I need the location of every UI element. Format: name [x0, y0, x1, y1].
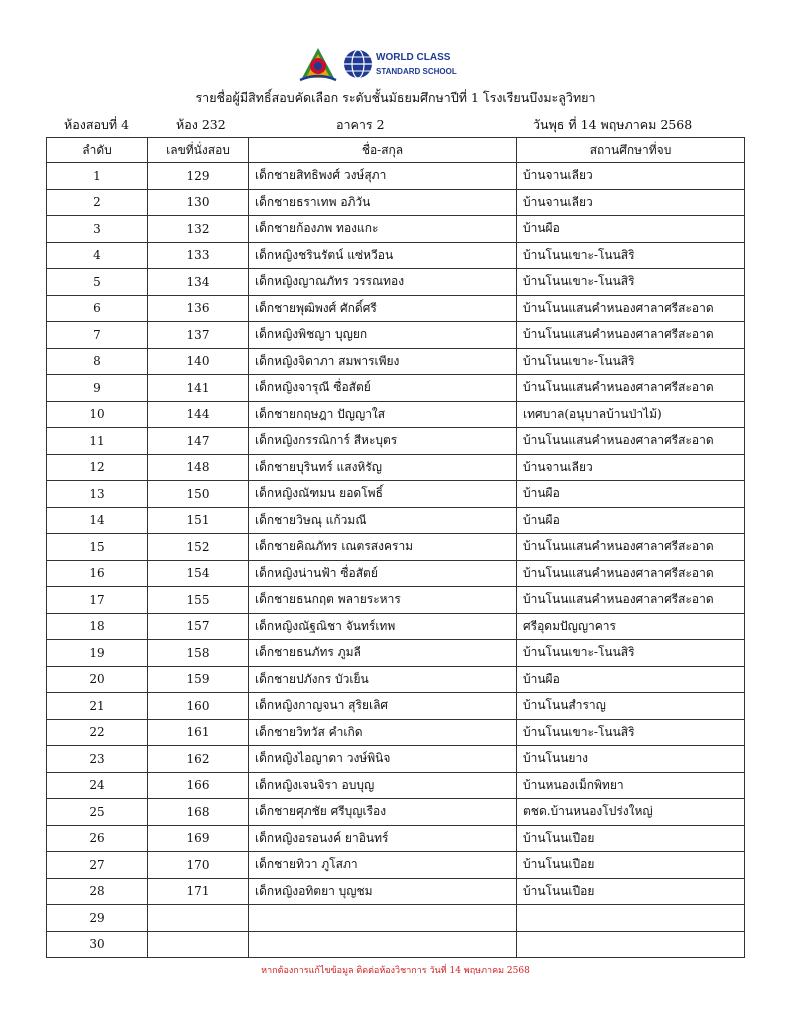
cell-no: 18: [47, 613, 148, 640]
table-row: [47, 269, 745, 296]
school-logos: [296, 44, 486, 84]
table-row: [47, 507, 745, 534]
cell-school: [517, 905, 745, 932]
cell-name: เด็กชายกฤษฎา ปัญญาใส: [249, 401, 517, 428]
cell-no: 21: [47, 693, 148, 720]
cell-no: 20: [47, 666, 148, 693]
room-label: ห้อง 232: [176, 117, 226, 132]
cell-school: ตชด.บ้านหนองโปร่งใหญ่: [517, 799, 745, 826]
cell-seat: 169: [148, 825, 249, 852]
table-row: [47, 799, 745, 826]
cell-school: ศรีอุดมปัญญาคาร: [517, 613, 745, 640]
cell-seat: 136: [148, 295, 249, 322]
cell-no: 29: [47, 905, 148, 932]
column-header-name: ชื่อ-สกุล: [249, 138, 517, 163]
cell-seat: [148, 931, 249, 958]
table-row: [47, 534, 745, 561]
cell-school: [517, 931, 745, 958]
cell-name: เด็กชายคิณภัทร เณตรสงคราม: [249, 534, 517, 561]
cell-no: 14: [47, 507, 148, 534]
cell-no: 11: [47, 428, 148, 455]
table-row: [47, 905, 745, 932]
cell-school: บ้านโนนเขาะ-โนนสิริ: [517, 640, 745, 667]
cell-name: เด็กชายก้องภพ ทองแกะ: [249, 216, 517, 243]
cell-seat: 157: [148, 613, 249, 640]
cell-name: เด็กชายศุภชัย ศรีบุญเรือง: [249, 799, 517, 826]
cell-name: เด็กหญิงณัฑมน ยอดโพธิ์: [249, 481, 517, 508]
cell-no: 26: [47, 825, 148, 852]
cell-seat: 151: [148, 507, 249, 534]
cell-school: บ้านโนนสำราญ: [517, 693, 745, 720]
cell-name: เด็กหญิงน่านฟ้า ซื่อสัตย์: [249, 560, 517, 587]
table-row: [47, 640, 745, 667]
logo-text-2: STANDARD SCHOOL: [376, 67, 457, 76]
exam-room-label: ห้องสอบที่ 4: [64, 117, 130, 132]
cell-seat: 152: [148, 534, 249, 561]
table-row: [47, 242, 745, 269]
column-header-seat: เลขที่นั่งสอบ: [148, 138, 249, 163]
cell-seat: 158: [148, 640, 249, 667]
table-row: [47, 825, 745, 852]
cell-school: บ้านโนนแสนคำหนองศาลาศรีสะอาด: [517, 534, 745, 561]
globe-icon: [344, 50, 372, 78]
cell-school: บ้านจานเลียว: [517, 189, 745, 216]
cell-school: บ้านโนนแสนคำหนองศาลาศรีสะอาด: [517, 587, 745, 614]
cell-school: บ้านโนนเขาะ-โนนสิริ: [517, 242, 745, 269]
school-emblem-icon: [300, 48, 336, 80]
cell-school: บ้านโนนเขาะ-โนนสิริ: [517, 348, 745, 375]
cell-name: เด็กหญิงอรอนงค์ ยาอินทร์: [249, 825, 517, 852]
cell-no: 6: [47, 295, 148, 322]
table-row: [47, 322, 745, 349]
footnote: หากต้องการแก้ไขข้อมูล ติดต่อห้องวิชาการ วันที่ 14 พฤษภาคม 2568: [261, 966, 530, 976]
column-header-no: ลำดับ: [47, 138, 148, 163]
page-title: รายชื่อผู้มีสิทธิ์สอบคัดเลือก ระดับชั้นมัธยมศึกษาปีที่ 1 โรงเรียนบึงมะลูวิทยา: [195, 90, 596, 105]
cell-name: เด็กชายบุรินทร์ แสงหิรัญ: [249, 454, 517, 481]
cell-no: 5: [47, 269, 148, 296]
cell-seat: 147: [148, 428, 249, 455]
table-row: [47, 401, 745, 428]
cell-school: บ้านผือ: [517, 216, 745, 243]
cell-no: 25: [47, 799, 148, 826]
cell-school: บ้านโนนเปือย: [517, 852, 745, 879]
exam-date-label: วันพุธ ที่ 14 พฤษภาคม 2568: [533, 117, 693, 132]
cell-name: เด็กหญิงกาญจนา สุริยเลิศ: [249, 693, 517, 720]
cell-name: เด็กหญิงพิชญา บุญยก: [249, 322, 517, 349]
table-row: [47, 481, 745, 508]
cell-seat: [148, 905, 249, 932]
cell-school: บ้านผือ: [517, 666, 745, 693]
table-row: [47, 613, 745, 640]
cell-no: 15: [47, 534, 148, 561]
cell-seat: 144: [148, 401, 249, 428]
cell-name: เด็กชายวิทวัส คำเกิด: [249, 719, 517, 746]
cell-school: บ้านโนนยาง: [517, 746, 745, 773]
cell-school: บ้านจานเลียว: [517, 163, 745, 190]
cell-name: เด็กชายสิทธิพงศ์ วงษ์สุภา: [249, 163, 517, 190]
cell-name: เด็กหญิงชรินรัตน์ แซ่หวีอน: [249, 242, 517, 269]
cell-seat: 168: [148, 799, 249, 826]
cell-no: 16: [47, 560, 148, 587]
cell-no: 23: [47, 746, 148, 773]
cell-seat: 170: [148, 852, 249, 879]
cell-school: บ้านผือ: [517, 507, 745, 534]
cell-name: เด็กชายวิษณุ แก้วมณี: [249, 507, 517, 534]
table-row: [47, 295, 745, 322]
cell-school: บ้านโนนแสนคำหนองศาลาศรีสะอาด: [517, 560, 745, 587]
cell-school: บ้านโนนแสนคำหนองศาลาศรีสะอาด: [517, 428, 745, 455]
cell-seat: 154: [148, 560, 249, 587]
cell-seat: 129: [148, 163, 249, 190]
table-row: [47, 375, 745, 402]
table-row: [47, 878, 745, 905]
cell-name: เด็กชายธนกฤต พลายระหาร: [249, 587, 517, 614]
cell-no: 17: [47, 587, 148, 614]
cell-no: 24: [47, 772, 148, 799]
table-row: [47, 454, 745, 481]
cell-seat: 150: [148, 481, 249, 508]
table-row: [47, 587, 745, 614]
cell-no: 12: [47, 454, 148, 481]
cell-seat: 162: [148, 746, 249, 773]
cell-name: เด็กชายพุฒิพงศ์ ศักดิ์ศรี: [249, 295, 517, 322]
cell-name: เด็กชายธราเทพ อภิวัน: [249, 189, 517, 216]
cell-seat: 141: [148, 375, 249, 402]
building-label: อาคาร 2: [336, 117, 385, 132]
table-row: [47, 560, 745, 587]
cell-school: บ้านโนนแสนคำหนองศาลาศรีสะอาด: [517, 375, 745, 402]
cell-seat: 161: [148, 719, 249, 746]
cell-seat: 171: [148, 878, 249, 905]
cell-seat: 159: [148, 666, 249, 693]
cell-seat: 137: [148, 322, 249, 349]
table-row: [47, 746, 745, 773]
cell-school: บ้านโนนเขาะ-โนนสิริ: [517, 269, 745, 296]
cell-seat: 134: [148, 269, 249, 296]
cell-no: 2: [47, 189, 148, 216]
table-row: [47, 852, 745, 879]
cell-seat: 130: [148, 189, 249, 216]
cell-no: 9: [47, 375, 148, 402]
cell-no: 19: [47, 640, 148, 667]
cell-name: เด็กหญิงจิดาภา สมพารเพียง: [249, 348, 517, 375]
cell-school: บ้านจานเลียว: [517, 454, 745, 481]
table-row: [47, 216, 745, 243]
table-row: [47, 189, 745, 216]
table-row: [47, 772, 745, 799]
cell-name: เด็กหญิงจารุณี ซื่อสัตย์: [249, 375, 517, 402]
cell-name: เด็กชายธนภัทร ภูมลี: [249, 640, 517, 667]
cell-no: 8: [47, 348, 148, 375]
column-header-school: สถานศึกษาที่จบ: [517, 138, 745, 163]
cell-school: บ้านโนนแสนคำหนองศาลาศรีสะอาด: [517, 322, 745, 349]
candidate-table: [46, 137, 745, 958]
cell-seat: 133: [148, 242, 249, 269]
cell-no: 7: [47, 322, 148, 349]
cell-no: 28: [47, 878, 148, 905]
cell-name: เด็กชายปภังกร บัวเย็น: [249, 666, 517, 693]
table-row: [47, 163, 745, 190]
table-row: [47, 666, 745, 693]
cell-seat: 160: [148, 693, 249, 720]
table-row: [47, 719, 745, 746]
cell-name: เด็กหญิงเจนจิรา อบบุญ: [249, 772, 517, 799]
cell-no: 13: [47, 481, 148, 508]
table-header-row: [47, 138, 745, 163]
cell-seat: 140: [148, 348, 249, 375]
cell-school: เทศบาล(อนุบาลบ้านป่าไม้): [517, 401, 745, 428]
logo-text-1: WORLD CLASS: [376, 52, 451, 63]
cell-school: บ้านโนนเขาะ-โนนสิริ: [517, 719, 745, 746]
cell-name: เด็กหญิงณัฐณิชา จันทร์เทพ: [249, 613, 517, 640]
cell-no: 10: [47, 401, 148, 428]
cell-name: เด็กหญิงไอญาดา วงษ์พินิจ: [249, 746, 517, 773]
table-row: [47, 348, 745, 375]
table-row: [47, 428, 745, 455]
cell-school: บ้านหนองเม็กพิทยา: [517, 772, 745, 799]
cell-name: เด็กหญิงอทิตยา บุญชม: [249, 878, 517, 905]
cell-no: 27: [47, 852, 148, 879]
cell-no: 30: [47, 931, 148, 958]
cell-name: [249, 905, 517, 932]
cell-name: เด็กชายทิวา ภูโสภา: [249, 852, 517, 879]
cell-no: 1: [47, 163, 148, 190]
cell-no: 3: [47, 216, 148, 243]
cell-seat: 148: [148, 454, 249, 481]
cell-school: บ้านโนนเปือย: [517, 825, 745, 852]
cell-seat: 132: [148, 216, 249, 243]
cell-name: เด็กหญิงกรรณิการ์ สีหะบุตร: [249, 428, 517, 455]
cell-name: เด็กหญิงญาณภัทร วรรณทอง: [249, 269, 517, 296]
cell-school: บ้านผือ: [517, 481, 745, 508]
cell-no: 22: [47, 719, 148, 746]
cell-seat: 166: [148, 772, 249, 799]
table-row: [47, 931, 745, 958]
cell-school: บ้านโนนแสนคำหนองศาลาศรีสะอาด: [517, 295, 745, 322]
cell-seat: 155: [148, 587, 249, 614]
cell-name: [249, 931, 517, 958]
table-row: [47, 693, 745, 720]
cell-school: บ้านโนนเปือย: [517, 878, 745, 905]
cell-no: 4: [47, 242, 148, 269]
